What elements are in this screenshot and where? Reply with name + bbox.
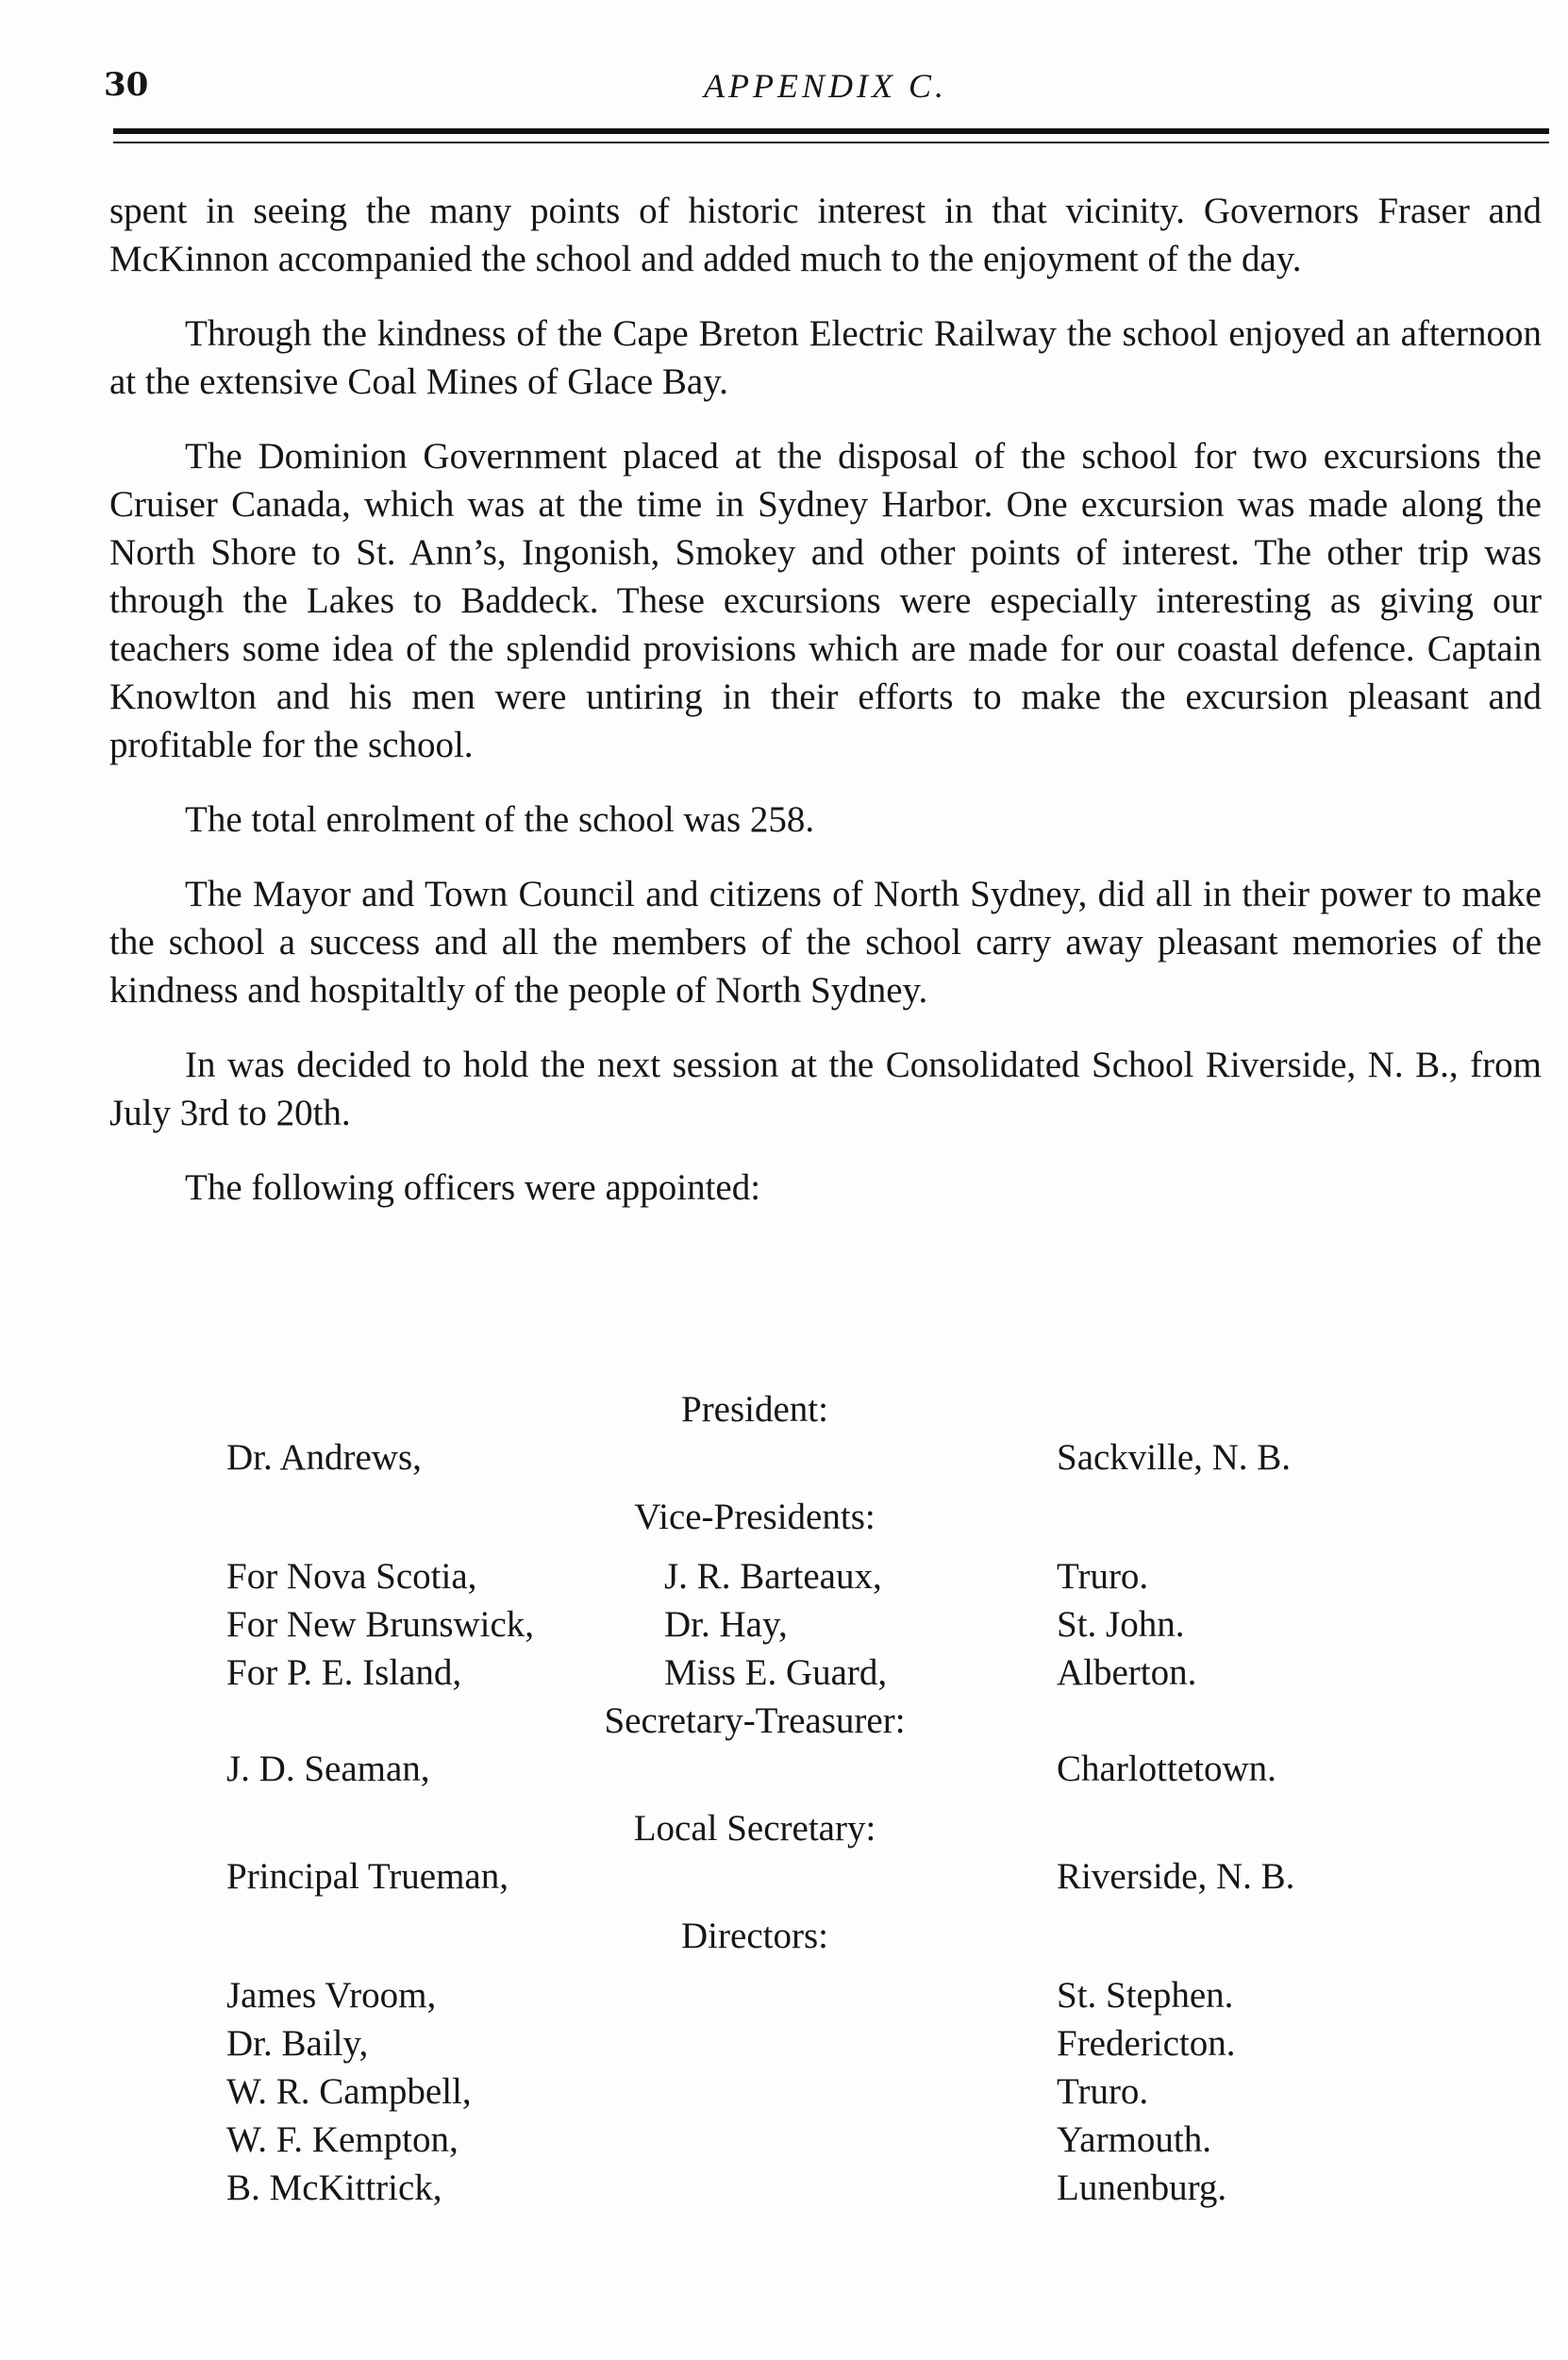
officer-row (109, 1745, 1542, 1793)
officer-place: St. Stephen. (1057, 1975, 1234, 2016)
officer-place: Sackville, N. B. (1057, 1437, 1292, 1478)
paragraph: The Dominion Government placed at the disposal of the school for two excursions the Cruiser Canada, which was at the time in Sydney Harbor. One excursion was made along the North Shore to St. Ann’s, Ingonish, Smokey and other points of interest. The other trip was through the Lakes to Baddeck. These excursions were especially interesting as giving our teachers some idea of the splendid provisions which are made for our coastal defence. Captain Knowlton and his men were untiring in their efforts to make the excursion pleasant and profitable for the school. (109, 436, 1542, 765)
officer-name: J. R. Barteaux, (664, 1556, 882, 1597)
body-text (109, 187, 1542, 1238)
officer-row (109, 1552, 1542, 1600)
officer-region: For P. E. Island, (226, 1652, 462, 1693)
officer-place: Charlottetown. (1057, 1749, 1276, 1789)
officer-name: W. F. Kempton, (226, 2119, 459, 2160)
officer-name: Dr. Baily, (226, 2023, 369, 2064)
officer-place: Truro. (1057, 2071, 1149, 2112)
officer-row (109, 2164, 1542, 2212)
vice-presidents-heading: Vice-Presidents: (634, 1497, 876, 1537)
paragraph: Through the kindness of the Cape Breton Electric Railway the school enjoyed an afternoon at the extensive Coal Mines of Glace Bay. (109, 313, 1542, 402)
paragraph: The total enrolment of the school was 258. (185, 799, 815, 840)
officer-name: B. McKittrick, (226, 2168, 442, 2208)
officer-place: Truro. (1057, 1556, 1149, 1597)
secretary-treasurer-heading: Secretary-Treasurer: (604, 1700, 906, 1741)
paragraph: spent in seeing the many points of historic interest in that vicinity. Governors Fraser and McKinnon accompanied the school and added much to the enjoyment of the day. (109, 191, 1542, 279)
officer-row (109, 1649, 1542, 1697)
officer-name: Dr. Andrews, (226, 1437, 422, 1478)
officer-place: Alberton. (1057, 1652, 1197, 1693)
officer-row (109, 1971, 1542, 2019)
officer-place: Lunenburg. (1057, 2168, 1227, 2208)
officer-name: Dr. Hay, (664, 1604, 788, 1645)
officer-place: Fredericton. (1057, 2023, 1236, 2064)
officer-row (109, 1852, 1542, 1900)
officer-row (109, 1433, 1542, 1481)
page-number: 30 (104, 66, 149, 104)
local-secretary-heading: Local Secretary: (633, 1808, 876, 1849)
page-header (104, 66, 1547, 113)
officer-place: St. John. (1057, 1604, 1185, 1645)
officer-row (109, 1600, 1542, 1649)
paragraph: In was decided to hold the next session at the Consolidated School Riverside, N. B., from July 3rd to 20th. (109, 1045, 1542, 1133)
officer-region: For New Brunswick, (226, 1604, 535, 1645)
officer-region: For Nova Scotia, (226, 1556, 477, 1597)
running-head: APPENDIX C. (704, 67, 947, 105)
paragraph: The Mayor and Town Council and citizens of North Sydney, did all in their power to make the school a success and all the members of the school carry away pleasant memories of the kindness and hospitaltly of the people of North Sydney. (109, 874, 1542, 1011)
officer-row (109, 2067, 1542, 2116)
president-heading: President: (681, 1389, 828, 1430)
header-rule-thin (113, 142, 1549, 143)
paragraph: The following officers were appointed: (185, 1167, 761, 1208)
officer-place: Riverside, N. B. (1057, 1856, 1295, 1897)
officer-name: W. R. Campbell, (226, 2071, 472, 2112)
officer-name: Miss E. Guard, (664, 1652, 888, 1693)
officers-list (109, 1385, 1542, 2212)
officer-place: Yarmouth. (1057, 2119, 1211, 2160)
directors-heading: Directors: (681, 1916, 828, 1956)
header-rule-thick (113, 128, 1549, 134)
officer-row (109, 2019, 1542, 2067)
officer-name: Principal Trueman, (226, 1856, 509, 1897)
officer-name: James Vroom, (226, 1975, 437, 2016)
officer-name: J. D. Seaman, (226, 1749, 430, 1789)
officer-row (109, 2116, 1542, 2164)
